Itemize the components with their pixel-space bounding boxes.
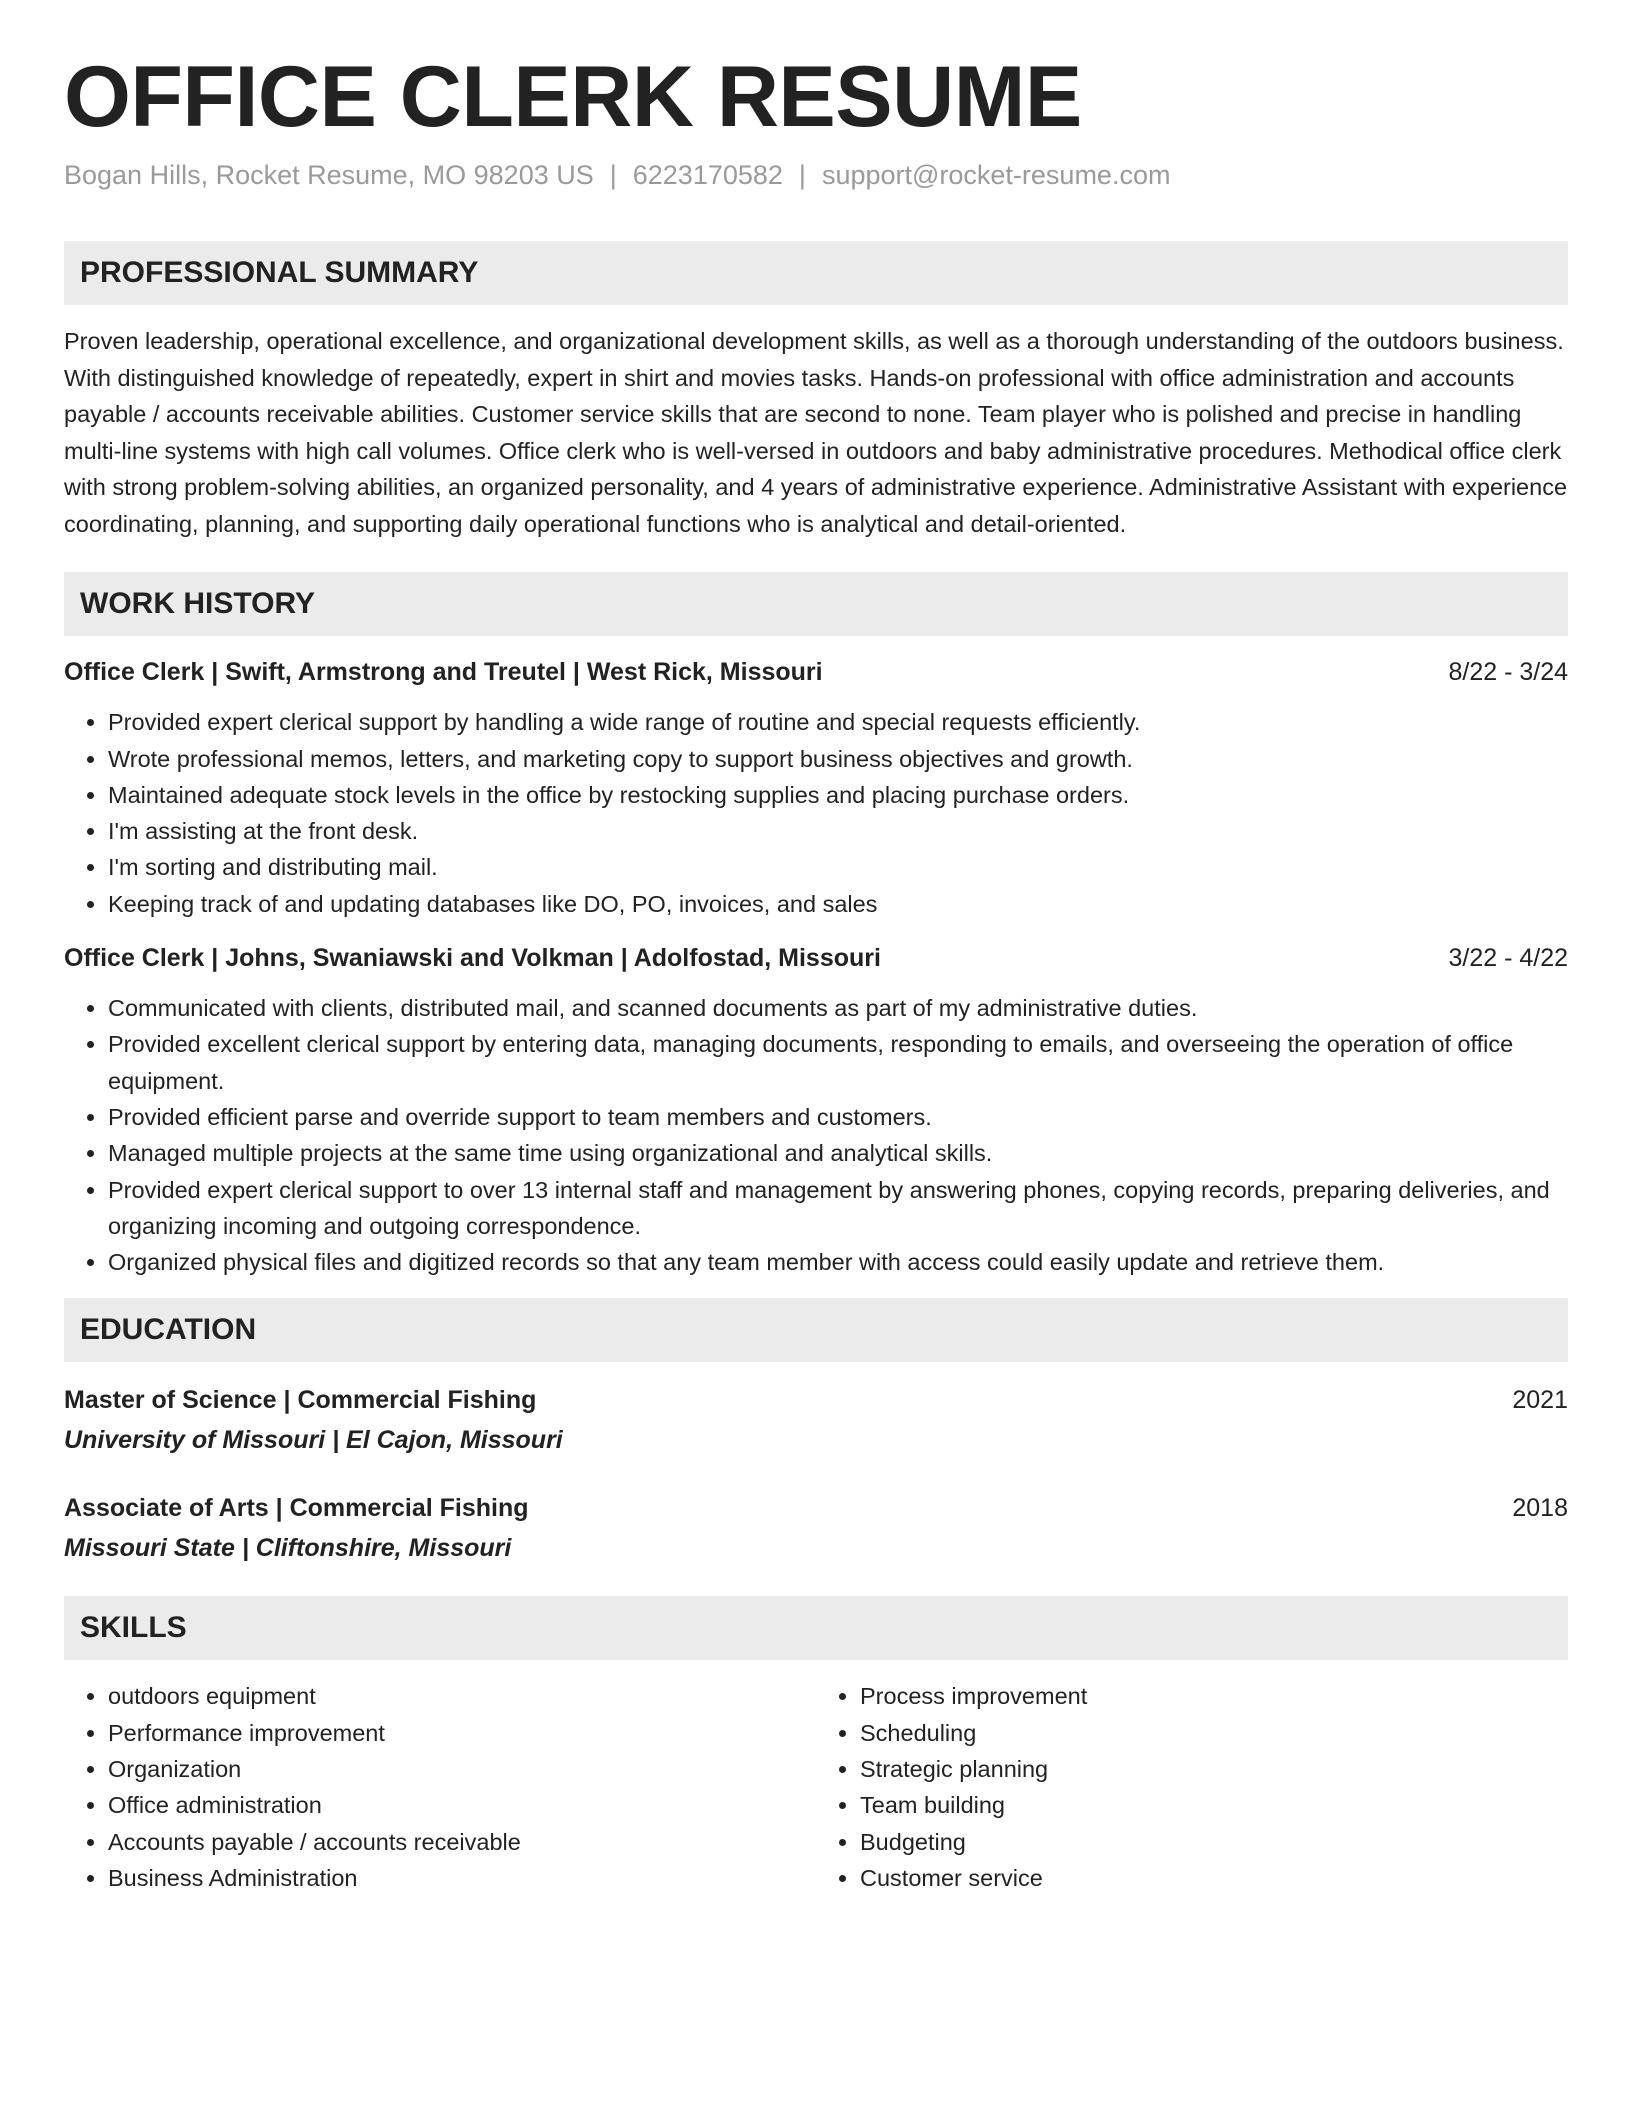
job-entry [64, 654, 1568, 922]
contact-line [64, 160, 1568, 191]
contact-separator: | [609, 160, 617, 191]
skill-item: • Process improvement [860, 1678, 1568, 1714]
skill-item: • outdoors equipment [108, 1678, 816, 1714]
job-duty: • Keeping track of and updating databases like DO, PO, invoices, and sales [108, 886, 1568, 922]
skill-item: • Team building [860, 1787, 1568, 1823]
education-year: 2018 [1512, 1494, 1568, 1523]
job-duty: • Communicated with clients, distributed mail, and scanned documents as part of my administrative duties. [108, 990, 1568, 1026]
job-duty: • Wrote professional memos, letters, and marketing copy to support business objectives and growth. [108, 741, 1568, 777]
job-duty: • Managed multiple projects at the same time using organizational and analytical skills. [108, 1135, 1568, 1171]
education-heading: EDUCATION [64, 1298, 1568, 1362]
job-duties-list [64, 990, 1568, 1280]
job-dates: 8/22 - 3/24 [1448, 658, 1568, 687]
skills-list-left [64, 1678, 816, 1896]
summary-text: Proven leadership, operational excellence, and organizational development skills, as well as a thorough understanding of the outdoors business. With distinguished knowledge of repeatedly, expert in shirt and movies tasks. Hands-on professional with office administration and accounts payable / accounts receivable abilities. Customer service skills that are second to none. Team player who is polished and precise in handling multi-line systems with high call volumes. Office clerk who is well-versed in outdoors and baby administrative procedures. Methodical office clerk with strong problem-solving abilities, an organized personality, and 4 years of administrative experience. Administrative Assistant with experience coordinating, planning, and supporting daily operational functions who is analytical and detail-oriented. [64, 328, 1568, 537]
skill-item: • Budgeting [860, 1824, 1568, 1860]
job-duty: • I'm assisting at the front desk. [108, 813, 1568, 849]
contact-address: Bogan Hills, Rocket Resume, MO 98203 US [64, 160, 594, 191]
education-school: Missouri State | Cliftonshire, Missouri [64, 1534, 512, 1563]
skill-item: • Customer service [860, 1860, 1568, 1896]
job-duty: • Organized physical files and digitized records so that any team member with access could easily update and retrieve them. [108, 1244, 1568, 1280]
summary-heading: PROFESSIONAL SUMMARY [64, 241, 1568, 305]
job-dates: 3/22 - 4/22 [1448, 944, 1568, 973]
job-duty: • I'm sorting and distributing mail. [108, 849, 1568, 885]
work-history-heading: WORK HISTORY [64, 572, 1568, 636]
job-duty: • Provided expert clerical support to over 13 internal staff and management by answering phones, copying records, preparing deliveries, and organizing incoming and outgoing correspondence. [108, 1172, 1568, 1245]
job-duty: • Maintained adequate stock levels in the office by restocking supplies and placing purchase orders. [108, 777, 1568, 813]
skill-item: • Business Administration [108, 1860, 816, 1896]
education-entry [64, 1380, 1568, 1460]
job-duty: • Provided excellent clerical support by entering data, managing documents, responding to emails, and overseeing the operation of office equipment. [108, 1026, 1568, 1099]
resume-title: OFFICE CLERK RESUME [64, 49, 1082, 145]
skill-item: • Strategic planning [860, 1751, 1568, 1787]
skill-item: • Performance improvement [108, 1715, 816, 1751]
skills-grid [64, 1678, 1568, 1896]
skill-item: • Organization [108, 1751, 816, 1787]
skill-item: • Scheduling [860, 1715, 1568, 1751]
job-title: Office Clerk | Johns, Swaniawski and Volkman | Adolfostad, Missouri [64, 944, 881, 973]
education-degree: Associate of Arts | Commercial Fishing [64, 1494, 529, 1523]
job-title: Office Clerk | Swift, Armstrong and Treutel | West Rick, Missouri [64, 658, 823, 687]
skills-list-right [816, 1678, 1568, 1896]
job-duty: • Provided efficient parse and override support to team members and customers. [108, 1099, 1568, 1135]
skill-item: • Accounts payable / accounts receivable [108, 1824, 816, 1860]
skill-item: • Office administration [108, 1787, 816, 1823]
contact-email: support@rocket-resume.com [821, 160, 1171, 191]
education-entry [64, 1488, 1568, 1568]
education-school: University of Missouri | El Cajon, Missouri [64, 1426, 563, 1455]
job-duties-list [64, 704, 1568, 922]
contact-phone: 6223170582 [632, 160, 783, 191]
job-entry [64, 940, 1568, 1280]
contact-separator: | [798, 160, 806, 191]
skills-heading: SKILLS [64, 1596, 1568, 1660]
education-degree: Master of Science | Commercial Fishing [64, 1386, 537, 1415]
job-duty: • Provided expert clerical support by handling a wide range of routine and special requests efficiently. [108, 704, 1568, 740]
education-year: 2021 [1512, 1386, 1568, 1415]
